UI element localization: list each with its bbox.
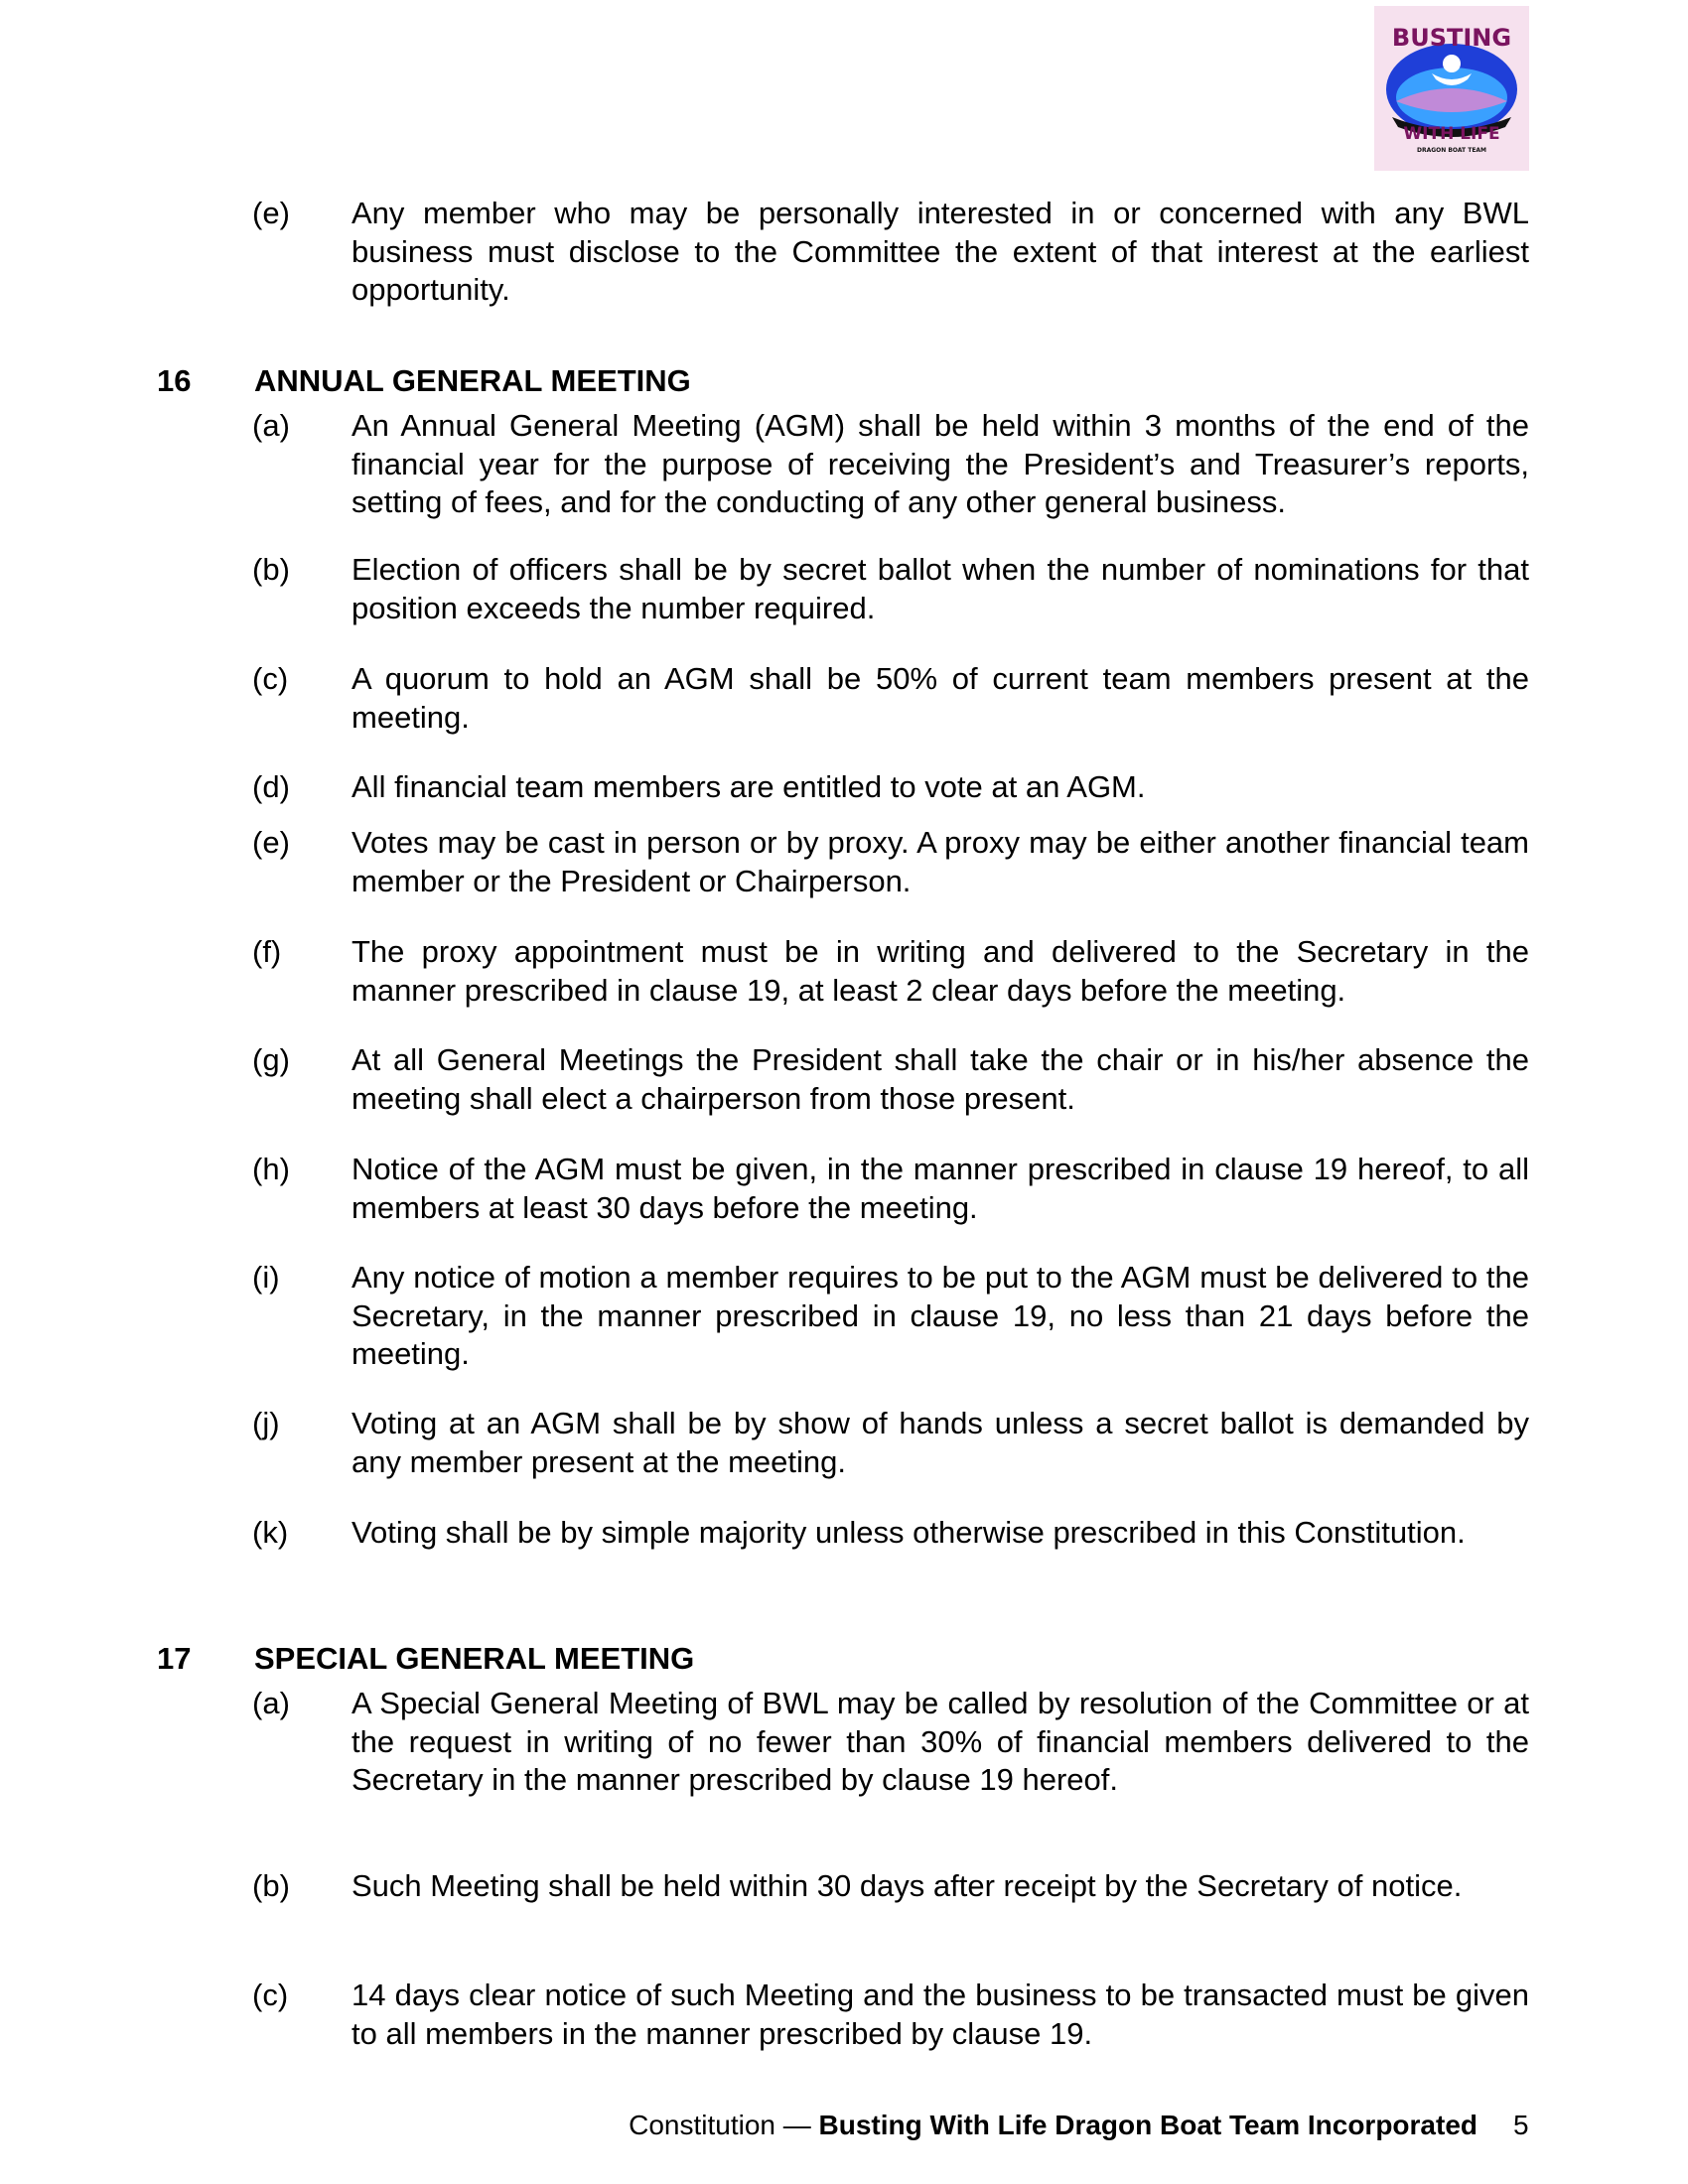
item-text: Such Meeting shall be held within 30 days after receipt by the Secretary of notice.: [352, 1868, 1463, 1903]
section-number: 17: [157, 1641, 192, 1676]
item-letter: (h): [252, 1152, 290, 1186]
item-letter: (f): [252, 934, 282, 969]
item-letter: (j): [252, 1406, 280, 1440]
item-text: Election of officers shall be by secret ballot when the number of nominations for that position exceeds the number required.: [352, 552, 1529, 625]
item-text: 14 days clear notice of such Meeting and the business to be transacted must be given to all members in the manner prescribed by clause 19.: [352, 1978, 1529, 2051]
dragon-boat-logo-icon: [1374, 6, 1529, 171]
item-letter: (c): [252, 1978, 289, 2012]
item-text: Any notice of motion a member requires to be put to the AGM must be delivered to the Secretary, in the manner prescribed in clause 19, no less than 21 days before the meeting.: [352, 1260, 1529, 1371]
item-text: Voting at an AGM shall be by show of hands unless a secret ballot is demanded by any member present at the meeting.: [352, 1406, 1529, 1479]
page-number: 5: [1513, 2110, 1529, 2140]
item-text: A quorum to hold an AGM shall be 50% of current team members present at the meeting.: [352, 661, 1529, 735]
section-number: 16: [157, 363, 192, 398]
item-text: Votes may be cast in person or by proxy. A proxy may be either another financial team member or the President or Chairperson.: [352, 825, 1529, 898]
item-letter: (e): [252, 825, 290, 860]
item-letter: (c): [252, 661, 289, 696]
item-letter: (b): [252, 1868, 290, 1903]
item-letter: (b): [252, 552, 290, 587]
item-text: At all General Meetings the President shall take the chair or in his/her absence the meeting shall elect a chairperson from those present.: [352, 1042, 1529, 1116]
item-text: A Special General Meeting of BWL may be called by resolution of the Committee or at the request in writing of no fewer than 30% of financial members delivered to the Secretary in the manner prescribed by clause 19 hereof.: [352, 1686, 1529, 1797]
item-letter: (a): [252, 408, 290, 443]
item-text: All financial team members are entitled to vote at an AGM.: [352, 769, 1146, 804]
item-text: Notice of the AGM must be given, in the manner prescribed in clause 19 hereof, to all members at least 30 days before the meeting.: [352, 1152, 1529, 1225]
footer-title: [629, 2109, 1477, 2142]
footer-org-name: Busting With Life Dragon Boat Team Incorporated: [818, 2110, 1477, 2140]
item-text: An Annual General Meeting (AGM) shall be held within 3 months of the end of the financial year for the purpose of receiving the President’s and Treasurer’s reports, setting of fees, and for the conducting of any other general business.: [352, 408, 1529, 519]
team-logo: [1374, 6, 1529, 171]
footer-prefix: Constitution —: [629, 2110, 819, 2140]
section-title: SPECIAL GENERAL MEETING: [254, 1641, 695, 1676]
item-letter: (d): [252, 769, 290, 804]
svg-text:BUSTING: BUSTING: [1391, 24, 1512, 52]
item-text: Any member who may be personally interested in or concerned with any BWL business must disclose to the Committee the extent of that interest at the earliest opportunity.: [352, 196, 1529, 307]
item-text: Voting shall be by simple majority unless otherwise prescribed in this Constitution.: [352, 1515, 1466, 1550]
svg-text:DRAGON BOAT TEAM: DRAGON BOAT TEAM: [1416, 147, 1487, 154]
item-letter: (g): [252, 1042, 290, 1077]
section-title: ANNUAL GENERAL MEETING: [254, 363, 691, 398]
svg-text:WITH LIFE: WITH LIFE: [1403, 124, 1500, 144]
item-letter: (k): [252, 1515, 289, 1550]
item-text: The proxy appointment must be in writing and delivered to the Secretary in the manner prescribed in clause 19, at least 2 clear days before the meeting.: [352, 934, 1529, 1008]
item-letter: (e): [252, 196, 290, 230]
item-letter: (a): [252, 1686, 290, 1720]
item-letter: (i): [252, 1260, 280, 1295]
